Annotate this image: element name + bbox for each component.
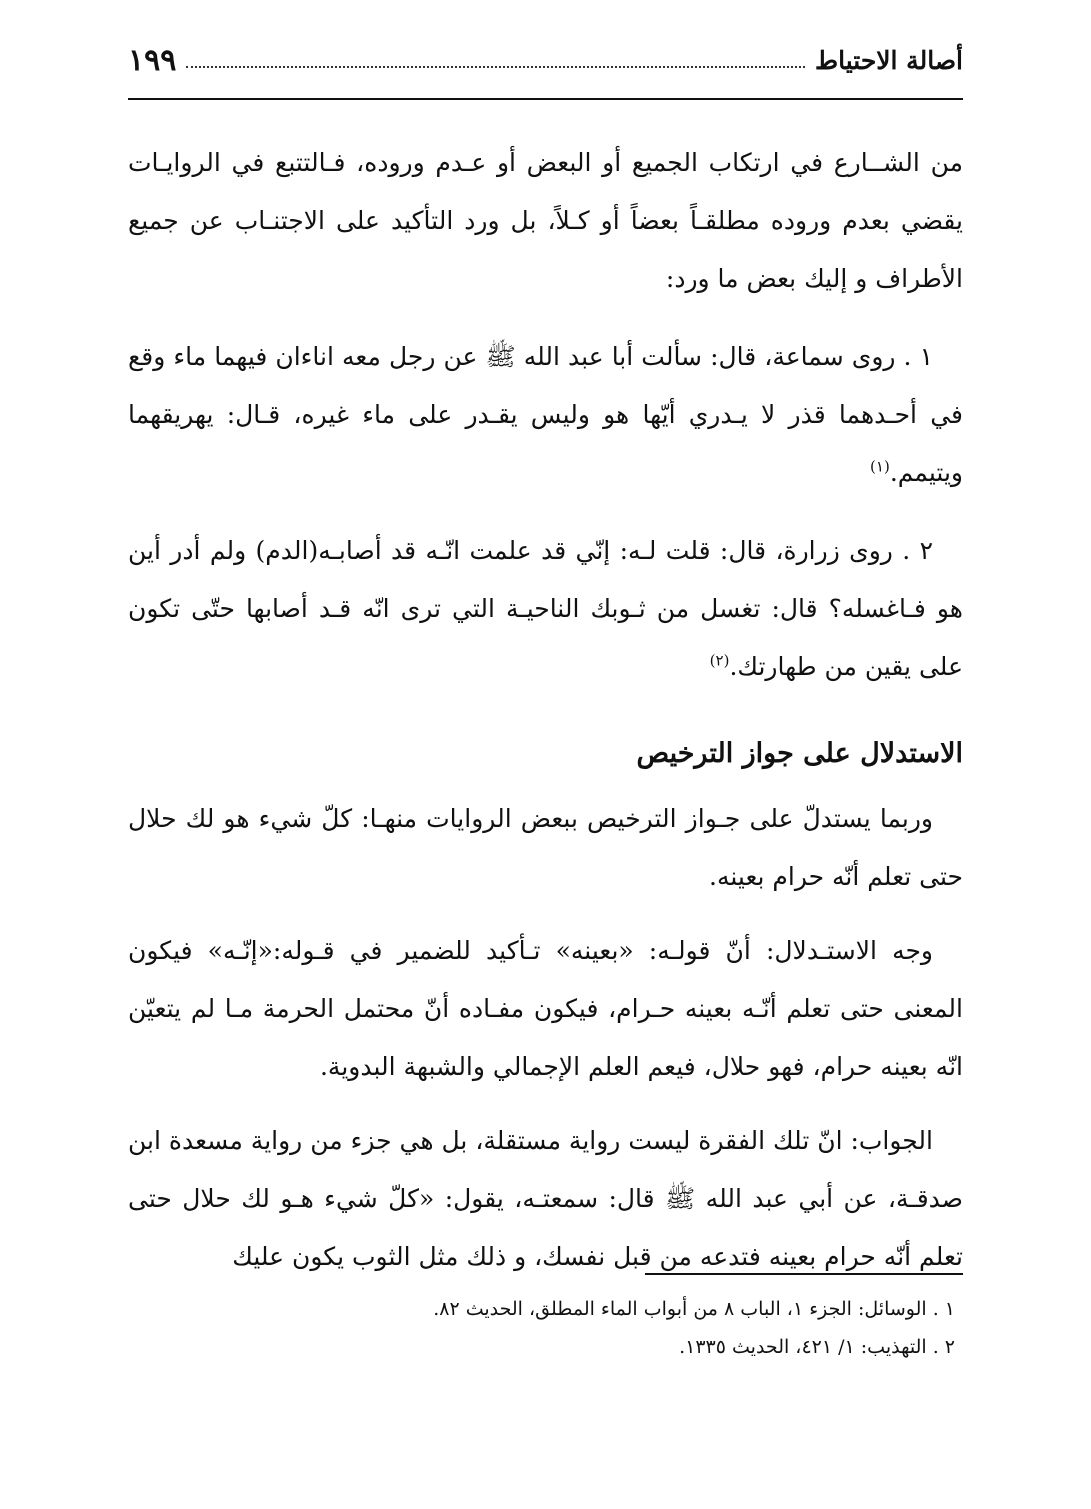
running-title: أصالة الاحتياط bbox=[815, 45, 963, 75]
header-rule bbox=[128, 98, 963, 100]
paragraph-permission: وربما يستدلّ على جـواز الترخيص ببعض الروايات منهـا: كلّ شيء هو لك حلال حتى تعلم أنّه حرام بعينه. bbox=[128, 804, 963, 891]
footnote-1: ١ . الوسائل: الجزء ١، الباب ٨ من أبواب الماء المطلق، الحديث ٨٢. bbox=[433, 1298, 955, 1320]
paragraph-answer: الجواب: انّ تلك الفقرة ليست رواية مستقلة، بل هي جزء من رواية مسعدة ابن صدقـة، عن أبي عبد الله ﷺ قال: سمعتـه، يقول: «كلّ شيء هـو لك حلال حتى تعلم أنّه حرام بعينه فتدعه من قبل نفسك، و ذلك مثل الثوب يكون عليك bbox=[128, 1126, 963, 1271]
footnote-ref-2: (٢) bbox=[709, 651, 730, 670]
footnote-ref-1: (١) bbox=[870, 457, 890, 476]
footnotes bbox=[128, 1290, 963, 1366]
narration-samaa-text: ١ . روى سماعة، قال: سألت أبا عبد الله ﷺ عن رجل معه اناءان فيهما ماء وقع في أحـدهما قذر لا يـدري أيّها هو وليس يقـدر على ماء غيره، قـال: يهريقهما ويتيمم. bbox=[128, 342, 963, 487]
paragraph-intro: من الشــارع في ارتكاب الجميع أو البعض أو عـدم وروده، فـالتتبع في الروايـات يقضي بعدم وروده مطلقـاً بعضاً أو كـلاً، بل ورد التأكيد على الاجتنـاب عن جميع الأطراف و إليك بعض ما ورد: bbox=[128, 148, 963, 293]
narration-zurara bbox=[128, 522, 963, 696]
page-number: ١٩٩ bbox=[128, 42, 177, 78]
section-heading: الاستدلال على جواز الترخيص bbox=[636, 738, 963, 769]
footnote-2: ٢ . التهذيب: ١/ ٤٢١، الحديث ١٣٣٥. bbox=[679, 1336, 955, 1358]
footnote-separator bbox=[645, 1273, 963, 1275]
paragraph-argument: وجه الاستـدلال: أنّ قولـه: «بعينه» تـأكيد للضمير في قـوله:«إنّـه» فيكون المعنى حتى تعلم أنّـه بعينه حـرام، فيكون مفـاده أنّ محتمل الحرمة مـا لم يتعيّن انّه بعينه حرام، فهو حلال، فيعم العلم الإجمالي والشبهة البدوية. bbox=[128, 936, 963, 1081]
header-leader-dots bbox=[186, 52, 805, 68]
book-page bbox=[128, 0, 963, 1509]
narration-zurara-text: ٢ . روى زرارة، قال: قلت لـه: إنّي قد علمت انّـه قد أصابـه(الدم) ولم أدر أين هو فـاغسله؟ قال: تغسل من ثـوبك الناحيـة التي ترى انّه قـد أصابها حتّى تكون على يقين من طهارتك. bbox=[128, 536, 963, 681]
narration-samaa bbox=[128, 328, 963, 502]
page-header bbox=[128, 40, 963, 80]
body-text bbox=[128, 134, 963, 1286]
